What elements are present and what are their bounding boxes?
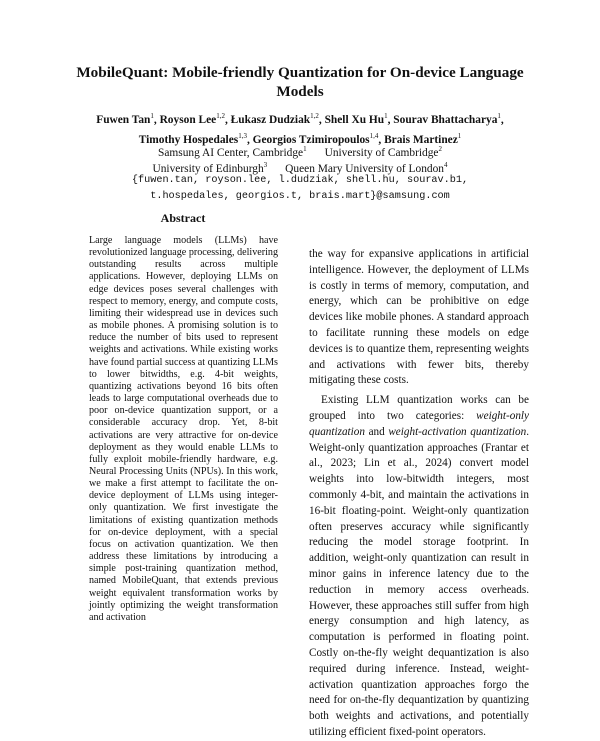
abstract-text: Large language models (LLMs) have revolutionized language processing, delivering outstanding results across multiple applications. However, deploying LLMs on edge devices poses several challenges with respect to memory, energy, and compute costs, limiting their widespread use in devices such as mobile phones. A promising solution is to reduce the number of bits used to represent weights and activations. While existing works have found partial success at quantizing LLMs to lower bitwidths, e.g. 4-bit weights, quantizing activations beyond 16 bits often leads to large computational overheads due to poor on-device quantization support, or a considerable accuracy drop. Yet, 8-bit activations are very attractive for on-device deployment as they would enable LLMs to fully exploit mobile-friendly hardware, e.g. Neural Processing Units (NPUs). In this work, we make a first attempt to facilitate the on-device deployment of LLMs using integer-only quantization. We first investigate the limitations of existing quantization methods for on-device deployment, with a special focus on activation quantization. We then address these limitations by introducing a simple post-training quantization method, named MobileQuant, that extends previous weight equivalent transformation works by jointly optimizing the weight transformation and activation bbox=[89, 235, 278, 623]
affiliation: University of Cambridge$^2$ bbox=[324, 145, 442, 159]
author: Brais Martinez$^1$ bbox=[384, 132, 462, 147]
author: Sourav Bhattacharya$^1$ bbox=[393, 112, 501, 126]
author: Fuwen Tan$^1$ bbox=[96, 112, 154, 126]
author-list: Fuwen Tan$^1$, Royson Lee$^{1,2}$, Łukasz Dudziak$^{1,2}$, Shell Xu Hu$^1$, Sourav Bhattacharya$^1$, Timothy Hospedales$^{1,3}$, Georgios Tzimiropoulos$^{1,4}$, Brais Martinez$^1$ bbox=[96, 112, 504, 147]
email-line: t.hospedales, georgios.t, brais.mart}@samsung.com bbox=[150, 191, 450, 202]
affiliation: Queen Mary University of London$^4$ bbox=[285, 161, 448, 175]
author-emails bbox=[60, 173, 540, 205]
author: Shell Xu Hu$^1$ bbox=[324, 112, 388, 126]
abstract-heading: Abstract bbox=[160, 211, 206, 225]
affiliation: University of Edinburgh$^3$ bbox=[152, 161, 268, 175]
affiliation: Samsung AI Center, Cambridge$^1$ bbox=[158, 145, 307, 159]
email-line: {fuwen.tan, royson.lee, l.dudziak, shell.hu, sourav.b1, bbox=[131, 175, 469, 186]
author: Timothy Hospedales$^{1,3}$ bbox=[138, 132, 247, 147]
intro-paragraph: the way for expansive applications in artificial intelligence. However, the deployment of LLMs is costly in terms of memory, computation, and energy, which can be prohibitive on edge devices like mobile phones. A standard approach to facilitate running these models on edge devices is to quantize them, representing weights and activations with fewer bits, thereby mitigating these costs. bbox=[309, 248, 529, 387]
author: Georgios Tzimiropoulos$^{1,4}$ bbox=[252, 132, 379, 147]
paper-title: MobileQuant: Mobile-friendly Quantization for On-device Language Models bbox=[76, 64, 524, 100]
author: Royson Lee$^{1,2}$ bbox=[159, 112, 225, 126]
introduction-column bbox=[309, 247, 529, 741]
intro-paragraph: Existing LLM quantization works can be grouped into two categories: weight-only quantization and weight-activation quantization. Weight-only quantization approaches (Frantar et al., 2023; Lin et al., 2024) convert model weights into low-bitwidth integers, most commonly 4-bit, and maintain the activations in 16-bit floating-point. Weight-only quantization often preserves accuracy while significantly reducing the model storage footprint. In addition, weight-only quantization can result in minor gains in inference latency due to the reduction in memory access overheads. However, these approaches still suffer from high energy consumption and high latency, as computation is performed in floating point. Costly on-the-fly weight dequantization is also required during inference. Instead, weight-activation quantization approaches forgo the need for on-the-fly dequantization by quantizing both weights and activations, and potentially utilizing efficient fixed-point operators. bbox=[309, 394, 529, 738]
author: Łukasz Dudziak$^{1,2}$ bbox=[230, 112, 319, 126]
